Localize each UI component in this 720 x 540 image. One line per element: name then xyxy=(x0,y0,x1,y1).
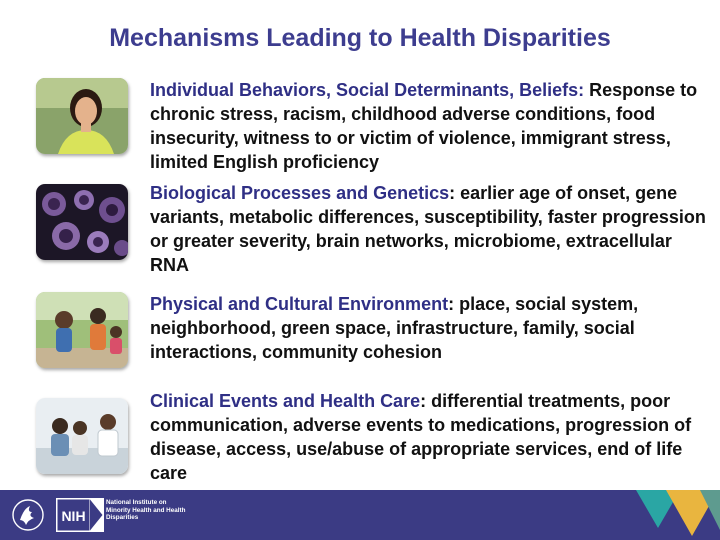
item-body: : earlier age of onset, gene variants, metabolic differences, susceptibility, faster progression or greater severity, brain networks, microbiome, extracellular RNA xyxy=(150,183,706,275)
nih-logo-icon xyxy=(56,498,104,532)
family-outdoors-image xyxy=(36,292,128,368)
cells-microscope-icon xyxy=(36,184,128,260)
item-heading: Individual Behaviors, Social Determinants, Beliefs: xyxy=(150,80,585,100)
item-clinical-events xyxy=(150,389,710,485)
item-heading: Clinical Events and Health Care xyxy=(150,391,421,411)
woman-portrait-icon xyxy=(36,78,128,154)
slide-title: Mechanisms Leading to Health Disparities xyxy=(109,24,611,52)
decor-triangle-green xyxy=(700,490,720,530)
item-body: Response to chronic stress, racism, childhood adverse conditions, food insecurity, witness to or victim of violence, immigrant stress, limited English proficiency xyxy=(150,80,698,172)
woman-portrait-image xyxy=(36,78,128,154)
hhs-eagle-logo-icon xyxy=(12,498,44,532)
item-body: : differential treatments, poor communication, adverse events to medications, progression of disease, access, use/abuse of appropriate services, end of life care xyxy=(150,391,692,483)
clinical-visit-image xyxy=(36,398,128,474)
cells-microscope-image xyxy=(36,184,128,260)
nih-logo-label: NIH xyxy=(61,508,86,524)
item-heading: Physical and Cultural Environment xyxy=(150,294,449,314)
footer-bar xyxy=(0,490,720,540)
item-heading: Biological Processes and Genetics xyxy=(150,183,450,203)
institute-name: National Institute on Minority Health and Health Disparities xyxy=(106,499,186,522)
item-physical-cultural-environment xyxy=(150,292,710,364)
item-individual-behaviors xyxy=(150,78,710,174)
item-body: : place, social system, neighborhood, green space, infrastructure, family, social interactions, community cohesion xyxy=(150,294,639,362)
family-outdoors-icon xyxy=(36,292,128,368)
item-biological-processes xyxy=(150,181,710,277)
clinical-visit-icon xyxy=(36,398,128,474)
